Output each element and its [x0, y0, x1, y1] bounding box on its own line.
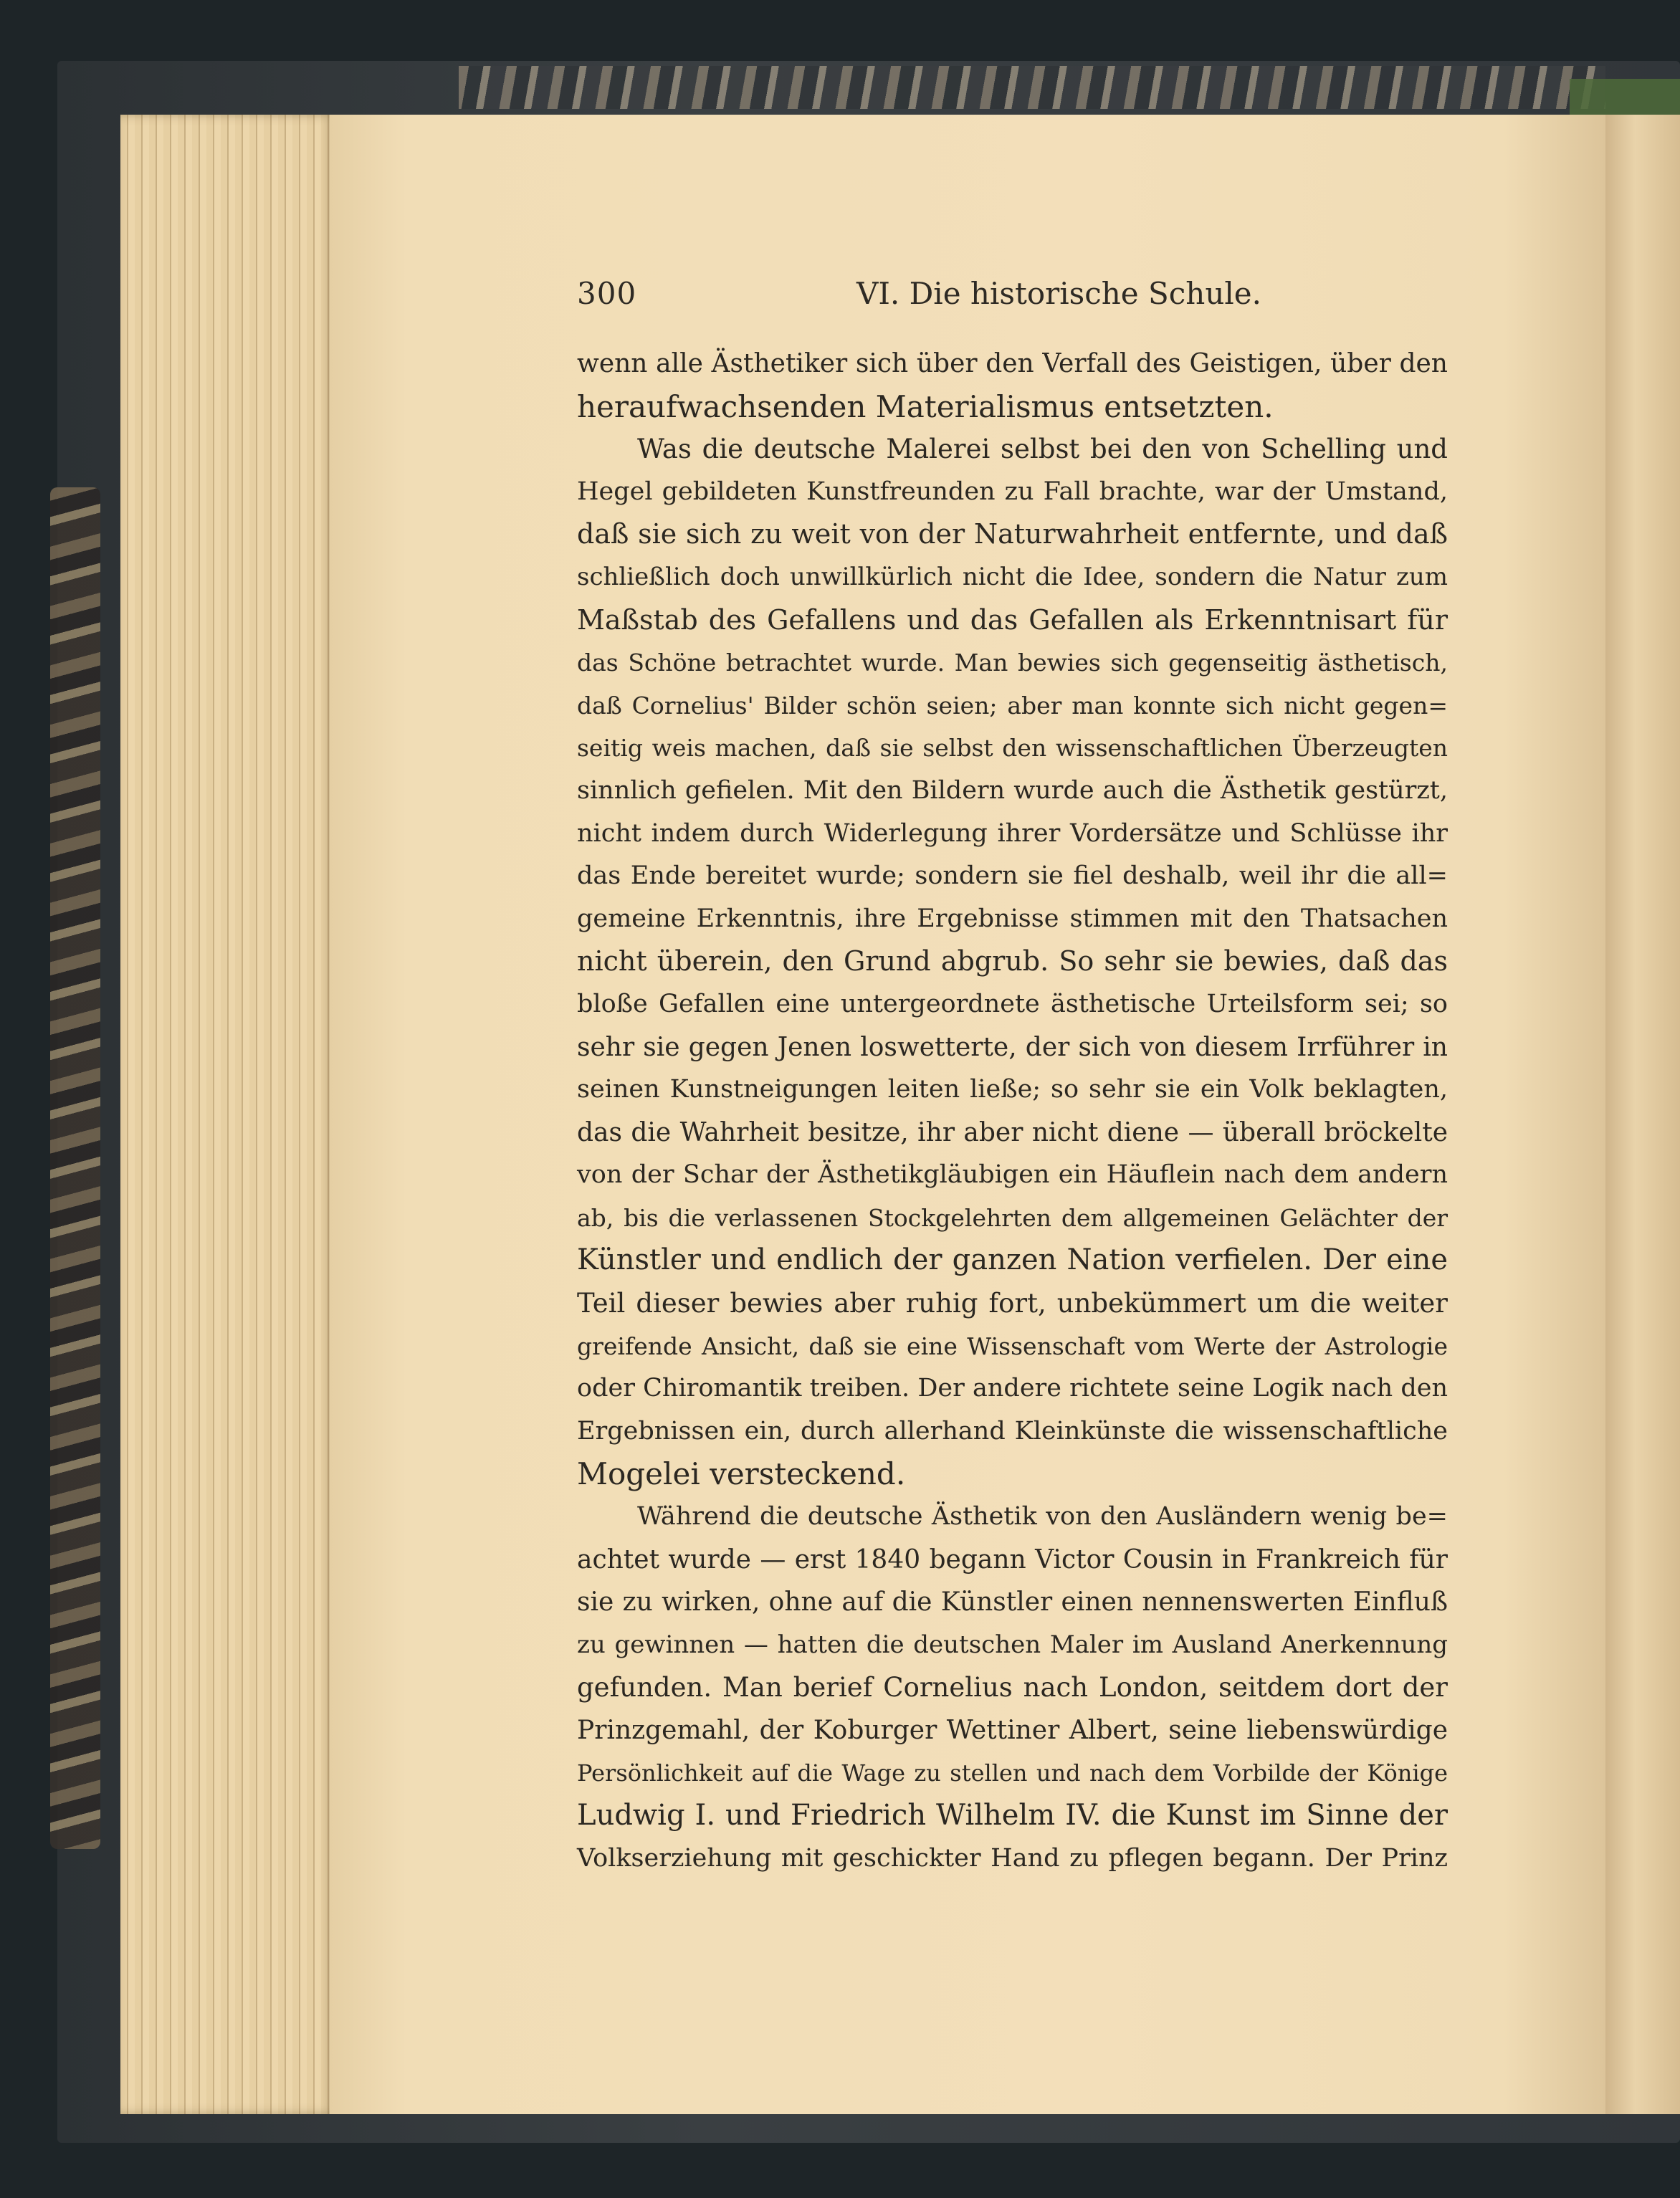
text-line: das die Wahrheit besitze, ihr aber nicht diene — überall bröckelte: [577, 1117, 1448, 1147]
text-line: Maßstab des Gefallens und das Gefallen als Erkenntnisart für: [577, 603, 1448, 636]
cover-ornament-top: [459, 66, 1605, 109]
text-line: Was die deutsche Malerei selbst bei den von Schelling und: [637, 434, 1448, 465]
text-line: heraufwachsenden Materialismus entsetzten.: [577, 388, 1274, 424]
bookmark-ribbon: [1570, 79, 1680, 115]
text-line: Volkserziehung mit geschickter Hand zu pflegen begann. Der Prinz: [577, 1843, 1448, 1873]
facing-page-edge: [1605, 115, 1680, 2114]
text-line: Mogelei versteckend.: [577, 1456, 906, 1492]
page-number: 300: [577, 276, 637, 311]
text-line: daß sie sich zu weit von der Naturwahrheit entfernte, und daß: [577, 518, 1448, 550]
text-line: seitig weis machen, daß sie selbst den wissenschaftlichen Überzeugten: [577, 734, 1448, 763]
text-line: gemeine Erkenntnis, ihre Ergebnisse stimmen mit den Thatsachen: [577, 904, 1448, 933]
text-line: Prinzgemahl, der Koburger Wettiner Albert, seine liebenswürdige: [577, 1716, 1448, 1745]
text-line: das Ende bereitet wurde; sondern sie fiel deshalb, weil ihr die all=: [577, 861, 1448, 891]
text-line: Künstler und endlich der ganzen Nation verfielen. Der eine: [577, 1243, 1448, 1277]
running-head: VI. Die historische Schule.: [856, 276, 1262, 311]
text-line: bloße Gefallen eine untergeordnete ästhetische Urteilsform sei; so: [577, 989, 1448, 1018]
text-line: Ergebnissen ein, durch allerhand Kleinkünste die wissenschaftliche: [577, 1416, 1448, 1446]
text-line: Während die deutsche Ästhetik von den Ausländern wenig be=: [637, 1502, 1448, 1532]
text-line: achtet wurde — erst 1840 begann Victor Cousin in Frankreich für: [577, 1544, 1448, 1575]
text-line: von der Schar der Ästhetikgläubigen ein Häuflein nach dem andern: [577, 1160, 1448, 1190]
paragraph: [577, 343, 1448, 428]
text-line: Teil dieser bewies aber ruhig fort, unbekümmert um die weiter: [577, 1288, 1448, 1319]
text-line: Hegel gebildeten Kunstfreunden zu Fall brachte, war der Umstand,: [577, 477, 1448, 506]
text-line: sie zu wirken, ohne auf die Künstler einen nennenswerten Einfluß: [577, 1587, 1448, 1618]
text-line: greifende Ansicht, daß sie eine Wissenschaft vom Werte der Astrologie: [577, 1332, 1448, 1360]
text-line: zu gewinnen — hatten die deutschen Maler im Ausland Anerkennung: [577, 1630, 1448, 1659]
page-header: [577, 276, 1448, 319]
text-line: das Schöne betrachtet wurde. Man bewies sich gegenseitig ästhetisch,: [577, 649, 1448, 677]
text-line: ab, bis die verlassenen Stockgelehrten dem allgemeinen Gelächter der: [577, 1203, 1448, 1232]
paragraph: [577, 428, 1448, 1496]
text-line: oder Chiromantik treiben. Der andere richtete seine Logik nach den: [577, 1374, 1448, 1403]
text-line: seinen Kunstneigungen leiten ließe; so sehr sie ein Volk beklagten,: [577, 1075, 1448, 1104]
text-line: gefunden. Man berief Cornelius nach London, seitdem dort der: [577, 1672, 1448, 1704]
text-line: sehr sie gegen Jenen loswetterte, der sich von diesem Irrführer in: [577, 1032, 1448, 1062]
text-line: daß Cornelius' Bilder schön seien; aber man konnte sich nicht gegen=: [577, 691, 1448, 720]
text-line: sinnlich gefielen. Mit den Bildern wurde auch die Ästhetik gestürzt,: [577, 775, 1448, 805]
text-line: wenn alle Ästhetiker sich über den Verfall des Geistigen, über den: [577, 349, 1448, 378]
text-line: nicht indem durch Widerlegung ihrer Vordersätze und Schlüsse ihr: [577, 818, 1448, 848]
text-line: nicht überein, den Grund abgrub. So sehr sie bewies, daß das: [577, 945, 1448, 978]
text-line: Persönlichkeit auf die Wage zu stellen und nach dem Vorbilde der Könige: [577, 1759, 1448, 1787]
body-text: [577, 343, 1448, 1880]
page-stack-edges: [120, 115, 335, 2114]
paragraph: [577, 1496, 1448, 1880]
text-line: schließlich doch unwillkürlich nicht die Idee, sondern die Natur zum: [577, 562, 1448, 591]
text-line: Ludwig I. und Friedrich Wilhelm IV. die Kunst im Sinne der: [577, 1799, 1448, 1833]
cover-ornament-spine: [50, 487, 100, 1849]
